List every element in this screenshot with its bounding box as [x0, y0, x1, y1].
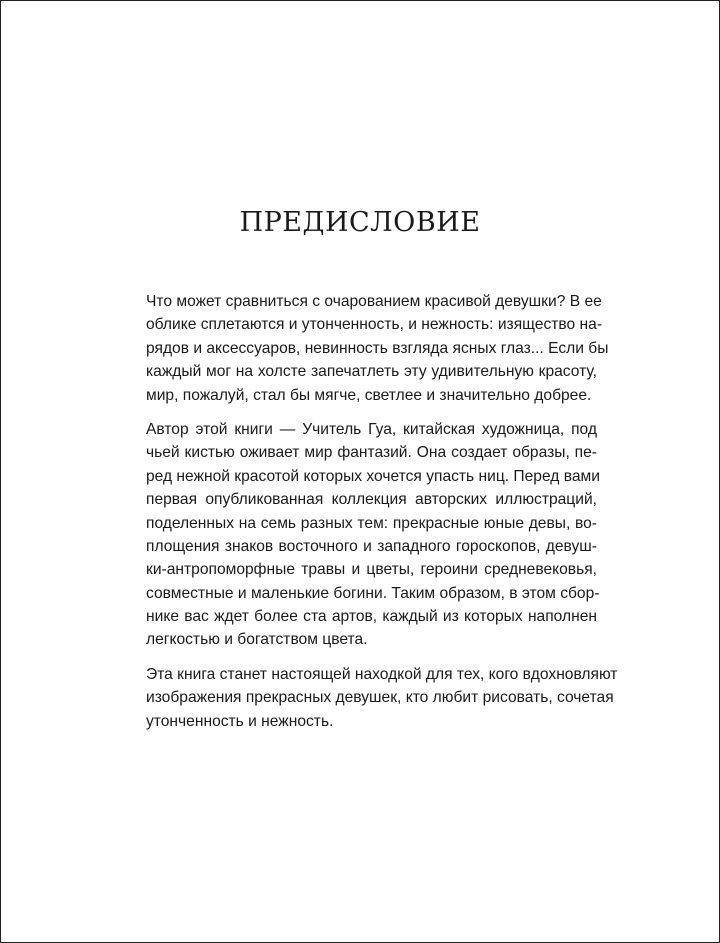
text-line: облике сплетаются и утонченность, и нежность: изящество на- [146, 316, 603, 334]
text-line: совместные и маленькие богини. Таким образом, в этом сбор- [146, 584, 600, 602]
paragraph-1 [146, 290, 609, 407]
preface-text [146, 290, 618, 744]
text-line: легкостью и богатством цвета. [146, 631, 368, 649]
text-line: каждый мог на холсте запечатлеть эту удивительную красоту, [146, 363, 597, 381]
text-line: утонченность и нежность. [146, 712, 334, 730]
text-line: первая опубликованная коллекция авторских иллюстраций, [146, 491, 597, 509]
text-line: Что может сравниться с очарованием красивой девушки? В ее [146, 293, 602, 310]
text-line: ред нежной красотой которых хочется упасть ниц. Перед вами [146, 467, 600, 485]
text-line: Автор этой книги — Учитель Гуа, китайская художница, под [146, 420, 597, 438]
paragraph-3 [146, 663, 618, 733]
paragraph-2 [146, 418, 600, 652]
text-line: площения знаков восточного и западного гороскопов, девуш- [146, 537, 597, 555]
text-line: рядов и аксессуаров, невинность взгляда ясных глаз... Если бы [146, 339, 609, 357]
text-line: Эта книга станет настоящей находкой для тех, кого вдохновляют [146, 665, 618, 683]
text-line: поделенных на семь разных тем: прекрасные юные девы, во- [146, 514, 597, 532]
text-line: мир, пожалуй, стал бы мягче, светлее и значительно добрее. [146, 386, 592, 404]
text-line: чьей кистью оживает мир фантазий. Она создает образы, пе- [146, 444, 597, 462]
text-line: нике вас ждет более ста артов, каждый из которых наполнен [146, 608, 597, 626]
text-line: изображения прекрасных девушек, кто любит рисовать, сочетая [146, 689, 614, 707]
text-line: ки-антропоморфные травы и цветы, героини средневековья, [146, 561, 597, 579]
page-title: ПРЕДИСЛОВИЕ [239, 207, 481, 238]
